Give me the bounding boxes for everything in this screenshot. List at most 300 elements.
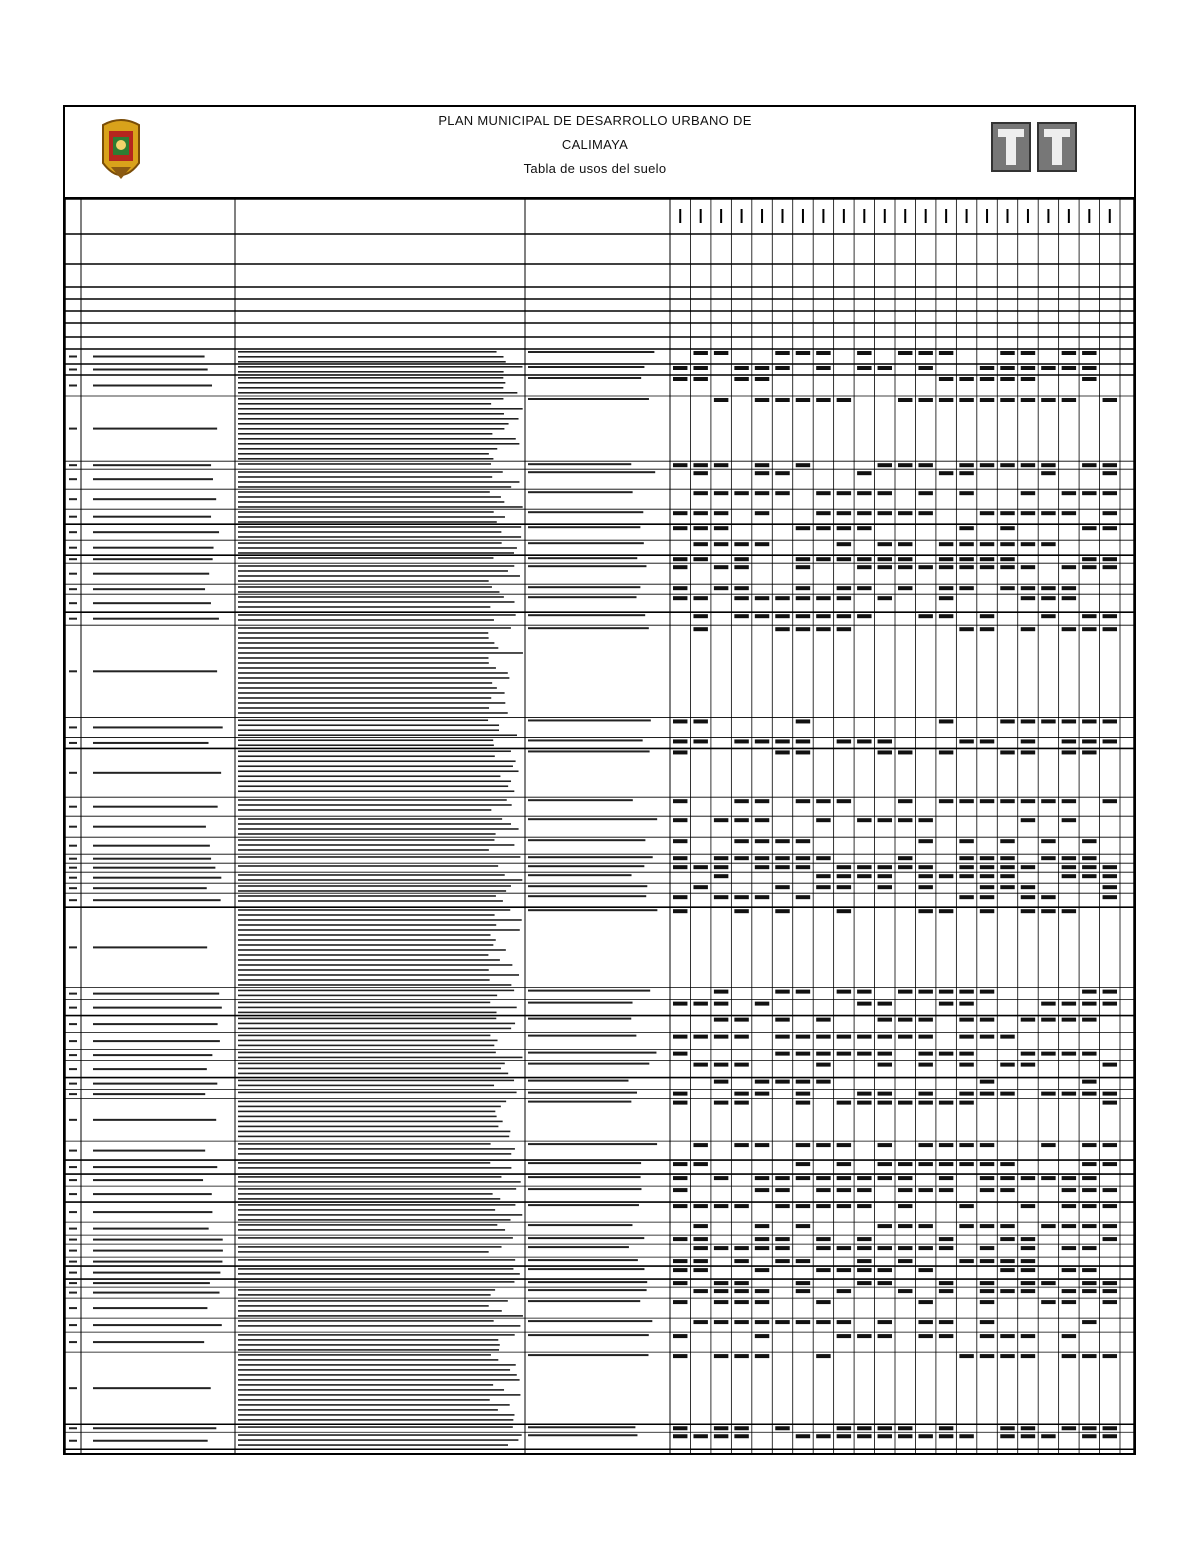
zone-cell-mark bbox=[714, 1018, 728, 1022]
category-text-line bbox=[93, 899, 221, 901]
zone-cell-mark bbox=[939, 1281, 953, 1285]
zone-cell-mark bbox=[857, 1052, 871, 1056]
description-text-line bbox=[238, 974, 519, 976]
description-text-line bbox=[238, 924, 496, 926]
zone-cell-mark bbox=[775, 1246, 789, 1250]
zone-cell-mark bbox=[1062, 1289, 1076, 1293]
zone-cell-mark bbox=[693, 471, 707, 475]
zone-cell-mark bbox=[1062, 1204, 1076, 1208]
description-text-line bbox=[238, 398, 503, 400]
zone-cell-mark bbox=[734, 1354, 748, 1358]
zone-cell-mark bbox=[959, 1035, 973, 1039]
zone-cell-mark bbox=[1062, 1176, 1076, 1180]
description-text-line bbox=[238, 1310, 502, 1312]
description-text-line bbox=[238, 1246, 502, 1248]
zone-cell-mark bbox=[898, 990, 912, 994]
zone-cell-mark bbox=[816, 799, 830, 803]
intensity-text-line bbox=[528, 1300, 640, 1302]
zone-cell-mark bbox=[980, 1080, 994, 1084]
zone-cell-mark bbox=[857, 1092, 871, 1096]
description-text-line bbox=[238, 1148, 515, 1150]
zone-cell-mark bbox=[1000, 542, 1014, 546]
description-text-line bbox=[238, 601, 514, 603]
zone-cell-mark bbox=[714, 1300, 728, 1304]
zone-cell-mark bbox=[1062, 596, 1076, 600]
zone-cell-mark bbox=[796, 557, 810, 561]
zone-cell-mark bbox=[755, 739, 769, 743]
description-text-line bbox=[238, 1384, 493, 1386]
description-text-line bbox=[238, 1063, 505, 1065]
description-text-line bbox=[238, 760, 516, 762]
zone-cell-mark bbox=[796, 614, 810, 618]
description-text-line bbox=[238, 632, 488, 634]
zone-cell-mark bbox=[755, 511, 769, 515]
description-text-line bbox=[238, 511, 494, 513]
zone-cell-mark bbox=[939, 874, 953, 878]
zone-cell-mark bbox=[1082, 1268, 1096, 1272]
zone-cell-mark bbox=[775, 471, 789, 475]
description-text-line bbox=[238, 570, 508, 572]
zone-cell-mark bbox=[1103, 398, 1117, 402]
description-text-line bbox=[238, 382, 505, 384]
description-text-line bbox=[238, 642, 494, 644]
category-text-line bbox=[93, 1068, 207, 1070]
zone-cell-mark bbox=[693, 1259, 707, 1263]
description-text-line bbox=[238, 719, 488, 721]
description-text-line bbox=[238, 637, 489, 639]
zone-cell-mark bbox=[980, 799, 994, 803]
zone-header-mark bbox=[1068, 209, 1070, 223]
zone-cell-mark bbox=[837, 1162, 851, 1166]
zone-cell-mark bbox=[1103, 491, 1117, 495]
zone-cell-mark bbox=[878, 818, 892, 822]
zone-cell-mark bbox=[878, 1143, 892, 1147]
description-text-line bbox=[238, 818, 502, 820]
zone-cell-mark bbox=[816, 1434, 830, 1438]
zone-cell-mark bbox=[734, 1281, 748, 1285]
zone-cell-mark bbox=[837, 526, 851, 530]
zone-cell-mark bbox=[1041, 511, 1055, 515]
zone-cell-mark bbox=[918, 614, 932, 618]
intensity-text-line bbox=[528, 1237, 644, 1239]
row-number-mark bbox=[69, 1324, 77, 1326]
zone-cell-mark bbox=[898, 1018, 912, 1022]
zone-cell-mark bbox=[673, 1426, 687, 1430]
zone-cell-mark bbox=[1082, 1246, 1096, 1250]
intensity-text-line bbox=[528, 885, 647, 887]
zone-cell-mark bbox=[918, 1092, 932, 1096]
description-text-line bbox=[238, 697, 491, 699]
zone-cell-mark bbox=[1082, 463, 1096, 467]
zone-cell-mark bbox=[1103, 1426, 1117, 1430]
description-text-line bbox=[238, 1369, 510, 1371]
intensity-text-line bbox=[528, 491, 633, 493]
intensity-text-line bbox=[528, 865, 644, 867]
description-text-line bbox=[238, 1121, 503, 1123]
zone-cell-mark bbox=[980, 1035, 994, 1039]
row-number-mark bbox=[69, 573, 77, 575]
zone-header-mark bbox=[761, 209, 763, 223]
category-text-line bbox=[93, 356, 205, 358]
zone-cell-mark bbox=[714, 463, 728, 467]
zone-cell-mark bbox=[1062, 1426, 1076, 1430]
description-text-line bbox=[238, 531, 501, 533]
zone-cell-mark bbox=[1000, 1237, 1014, 1241]
zone-cell-mark bbox=[837, 1426, 851, 1430]
zone-cell-mark bbox=[755, 542, 769, 546]
description-text-line bbox=[238, 692, 505, 694]
row-number-mark bbox=[69, 1093, 77, 1095]
description-text-line bbox=[238, 481, 519, 483]
category-text-line bbox=[93, 845, 210, 847]
zone-cell-mark bbox=[837, 1246, 851, 1250]
zone-cell-mark bbox=[714, 542, 728, 546]
row-number-mark bbox=[69, 1040, 77, 1042]
category-text-line bbox=[93, 772, 221, 774]
zone-cell-mark bbox=[837, 614, 851, 618]
zone-cell-mark bbox=[918, 1246, 932, 1250]
zone-cell-mark bbox=[1000, 1176, 1014, 1180]
intensity-text-line bbox=[528, 874, 632, 876]
zone-cell-mark bbox=[693, 596, 707, 600]
zone-cell-mark bbox=[959, 865, 973, 869]
zone-cell-mark bbox=[857, 351, 871, 355]
zone-cell-mark bbox=[1062, 1188, 1076, 1192]
description-text-line bbox=[238, 1273, 520, 1275]
zone-cell-mark bbox=[673, 511, 687, 515]
zone-cell-mark bbox=[1041, 1002, 1055, 1006]
zone-cell-mark bbox=[959, 1101, 973, 1105]
zone-cell-mark bbox=[796, 1080, 810, 1084]
description-text-line bbox=[238, 575, 520, 577]
zone-cell-mark bbox=[980, 511, 994, 515]
zone-cell-mark bbox=[775, 351, 789, 355]
zone-cell-mark bbox=[796, 463, 810, 467]
zone-cell-mark bbox=[980, 1289, 994, 1293]
zone-cell-mark bbox=[775, 1204, 789, 1208]
zone-cell-mark bbox=[755, 1334, 769, 1338]
zone-cell-mark bbox=[939, 557, 953, 561]
zone-cell-mark bbox=[734, 366, 748, 370]
zone-cell-mark bbox=[714, 1002, 728, 1006]
zone-cell-mark bbox=[796, 990, 810, 994]
zone-cell-mark bbox=[734, 1018, 748, 1022]
zone-cell-mark bbox=[714, 1426, 728, 1430]
coat-of-arms-icon bbox=[99, 115, 143, 187]
zone-cell-mark bbox=[898, 1204, 912, 1208]
zone-cell-mark bbox=[734, 1259, 748, 1263]
zone-cell-mark bbox=[1021, 351, 1035, 355]
row-number-mark bbox=[69, 1119, 77, 1121]
zone-cell-mark bbox=[1103, 614, 1117, 618]
row-number-mark bbox=[69, 464, 77, 466]
zone-cell-mark bbox=[1041, 614, 1055, 618]
zone-cell-mark bbox=[1000, 557, 1014, 561]
row-number-mark bbox=[69, 478, 77, 480]
zone-cell-mark bbox=[714, 565, 728, 569]
zone-cell-mark bbox=[980, 463, 994, 467]
zone-cell-mark bbox=[796, 1224, 810, 1228]
row-number-mark bbox=[69, 369, 77, 371]
description-text-line bbox=[238, 1126, 498, 1128]
zone-cell-mark bbox=[837, 1334, 851, 1338]
zone-cell-mark bbox=[1103, 1434, 1117, 1438]
row-number-mark bbox=[69, 558, 77, 560]
zone-cell-mark bbox=[1041, 366, 1055, 370]
zone-cell-mark bbox=[959, 874, 973, 878]
row-number-mark bbox=[69, 588, 77, 590]
zone-cell-mark bbox=[1082, 366, 1096, 370]
zone-cell-mark bbox=[980, 1300, 994, 1304]
zone-cell-mark bbox=[1000, 1162, 1014, 1166]
zone-cell-mark bbox=[918, 990, 932, 994]
description-text-line bbox=[238, 1111, 495, 1113]
zone-cell-mark bbox=[959, 839, 973, 843]
zone-cell-mark bbox=[939, 398, 953, 402]
intensity-text-line bbox=[528, 1281, 647, 1283]
zone-cell-mark bbox=[959, 799, 973, 803]
zone-header-mark bbox=[884, 209, 886, 223]
zone-cell-mark bbox=[796, 596, 810, 600]
row-number-mark bbox=[69, 1307, 77, 1309]
zone-cell-mark bbox=[837, 1035, 851, 1039]
zone-cell-mark bbox=[857, 491, 871, 495]
description-text-line bbox=[238, 979, 490, 981]
intensity-text-line bbox=[528, 1259, 638, 1261]
description-text-line bbox=[238, 1399, 490, 1401]
zone-cell-mark bbox=[878, 1035, 892, 1039]
zone-cell-mark bbox=[673, 1052, 687, 1056]
zone-cell-mark bbox=[755, 1268, 769, 1272]
zone-cell-mark bbox=[796, 1320, 810, 1324]
zone-header-mark bbox=[843, 209, 845, 223]
zone-cell-mark bbox=[980, 565, 994, 569]
category-text-line bbox=[93, 1083, 217, 1085]
zone-cell-mark bbox=[898, 511, 912, 515]
zone-cell-mark bbox=[775, 1237, 789, 1241]
intensity-text-line bbox=[528, 1434, 637, 1436]
zone-cell-mark bbox=[898, 542, 912, 546]
description-text-line bbox=[238, 804, 512, 806]
zone-cell-mark bbox=[755, 1246, 769, 1250]
zone-cell-mark bbox=[837, 1176, 851, 1180]
row-number-mark bbox=[69, 1211, 77, 1213]
intensity-text-line bbox=[528, 1002, 633, 1004]
zone-cell-mark bbox=[918, 874, 932, 878]
category-text-line bbox=[93, 858, 211, 860]
document-sheet bbox=[63, 105, 1136, 1455]
row-number-mark bbox=[69, 498, 77, 500]
zone-cell-mark bbox=[1103, 1143, 1117, 1147]
zone-cell-mark bbox=[959, 463, 973, 467]
description-text-line bbox=[238, 1116, 497, 1118]
zone-cell-mark bbox=[673, 1237, 687, 1241]
description-text-line bbox=[238, 677, 509, 679]
zone-cell-mark bbox=[857, 739, 871, 743]
zone-cell-mark bbox=[1000, 565, 1014, 569]
zone-cell-mark bbox=[1062, 366, 1076, 370]
zone-cell-mark bbox=[1021, 1426, 1035, 1430]
zone-cell-mark bbox=[939, 799, 953, 803]
zone-cell-mark bbox=[796, 586, 810, 590]
zone-cell-mark bbox=[1062, 818, 1076, 822]
zone-cell-mark bbox=[918, 366, 932, 370]
zone-cell-mark bbox=[775, 750, 789, 754]
zone-cell-mark bbox=[714, 1101, 728, 1105]
category-text-line bbox=[93, 558, 213, 560]
zone-cell-mark bbox=[714, 1063, 728, 1067]
zone-cell-mark bbox=[796, 839, 810, 843]
zone-cell-mark bbox=[837, 1052, 851, 1056]
intensity-text-line bbox=[528, 377, 641, 379]
zone-cell-mark bbox=[816, 398, 830, 402]
intensity-text-line bbox=[528, 719, 651, 721]
zone-cell-mark bbox=[673, 1188, 687, 1192]
description-text-line bbox=[238, 547, 517, 549]
zone-cell-mark bbox=[939, 1101, 953, 1105]
intensity-text-line bbox=[528, 557, 637, 559]
zone-cell-mark bbox=[918, 865, 932, 869]
zone-cell-mark bbox=[898, 398, 912, 402]
zone-header-mark bbox=[1088, 209, 1090, 223]
zone-cell-mark bbox=[714, 990, 728, 994]
zone-cell-mark bbox=[734, 1035, 748, 1039]
zone-cell-mark bbox=[898, 1246, 912, 1250]
row-number-mark bbox=[69, 845, 77, 847]
zone-cell-mark bbox=[755, 895, 769, 899]
zone-cell-mark bbox=[816, 885, 830, 889]
intensity-text-line bbox=[528, 351, 654, 353]
zone-cell-mark bbox=[693, 463, 707, 467]
category-text-line bbox=[93, 618, 219, 620]
description-text-line bbox=[238, 724, 499, 726]
zone-cell-mark bbox=[1000, 351, 1014, 355]
zone-cell-mark bbox=[755, 1176, 769, 1180]
zone-cell-mark bbox=[878, 1246, 892, 1250]
zone-cell-mark bbox=[1103, 1300, 1117, 1304]
zone-cell-mark bbox=[1000, 1268, 1014, 1272]
zone-cell-mark bbox=[1021, 1246, 1035, 1250]
zone-cell-mark bbox=[796, 1035, 810, 1039]
zone-cell-mark bbox=[857, 1281, 871, 1285]
zone-cell-mark bbox=[939, 471, 953, 475]
description-text-line bbox=[238, 949, 506, 951]
zone-cell-mark bbox=[796, 799, 810, 803]
zone-cell-mark bbox=[734, 542, 748, 546]
description-text-line bbox=[238, 1018, 496, 1020]
description-text-line bbox=[238, 428, 504, 430]
zone-cell-mark bbox=[857, 526, 871, 530]
description-text-line bbox=[238, 1023, 515, 1025]
zone-cell-mark bbox=[1041, 909, 1055, 913]
zone-header-mark bbox=[925, 209, 927, 223]
zone-cell-mark bbox=[1082, 874, 1096, 878]
zone-cell-mark bbox=[980, 1092, 994, 1096]
zone-cell-mark bbox=[775, 865, 789, 869]
zone-cell-mark bbox=[898, 557, 912, 561]
intensity-text-line bbox=[528, 895, 646, 897]
category-text-line bbox=[93, 993, 219, 995]
zone-cell-mark bbox=[1082, 351, 1096, 355]
zone-cell-mark bbox=[775, 1018, 789, 1022]
zone-cell-mark bbox=[918, 463, 932, 467]
zone-cell-mark bbox=[1062, 865, 1076, 869]
description-text-line bbox=[238, 1320, 494, 1322]
zone-cell-mark bbox=[1021, 865, 1035, 869]
zone-cell-mark bbox=[693, 1162, 707, 1166]
zone-cell-mark bbox=[673, 750, 687, 754]
zone-cell-mark bbox=[959, 1354, 973, 1358]
zone-cell-mark bbox=[673, 1259, 687, 1263]
zone-cell-mark bbox=[980, 1320, 994, 1324]
zone-cell-mark bbox=[878, 739, 892, 743]
zone-cell-mark bbox=[980, 1281, 994, 1285]
zone-cell-mark bbox=[673, 1002, 687, 1006]
zone-cell-mark bbox=[980, 1224, 994, 1228]
zone-cell-mark bbox=[1062, 586, 1076, 590]
description-text-line bbox=[238, 865, 498, 867]
zone-cell-mark bbox=[1062, 627, 1076, 631]
category-text-line bbox=[93, 1239, 223, 1241]
zone-cell-mark bbox=[1000, 839, 1014, 843]
zone-cell-mark bbox=[755, 491, 769, 495]
zone-cell-mark bbox=[673, 1204, 687, 1208]
zone-cell-mark bbox=[1000, 1188, 1014, 1192]
row-number-mark bbox=[69, 1228, 77, 1230]
zone-cell-mark bbox=[1082, 1204, 1096, 1208]
row-number-mark bbox=[69, 858, 77, 860]
zone-cell-mark bbox=[755, 1092, 769, 1096]
zone-cell-mark bbox=[980, 874, 994, 878]
description-text-line bbox=[238, 1359, 498, 1361]
zone-cell-mark bbox=[1021, 818, 1035, 822]
zone-cell-mark bbox=[1021, 463, 1035, 467]
zone-cell-mark bbox=[857, 818, 871, 822]
category-text-line bbox=[93, 1040, 220, 1042]
zone-cell-mark bbox=[1021, 1052, 1035, 1056]
description-text-line bbox=[238, 1404, 510, 1406]
zone-cell-mark bbox=[1021, 750, 1035, 754]
zone-cell-mark bbox=[857, 1176, 871, 1180]
zone-cell-mark bbox=[959, 586, 973, 590]
zone-cell-mark bbox=[878, 1281, 892, 1285]
description-text-line bbox=[238, 1229, 505, 1231]
description-text-line bbox=[238, 387, 503, 389]
zone-cell-mark bbox=[1062, 1052, 1076, 1056]
zone-cell-mark bbox=[775, 1080, 789, 1084]
zone-cell-mark bbox=[816, 627, 830, 631]
row-number-mark bbox=[69, 428, 77, 430]
intensity-text-line bbox=[528, 614, 645, 616]
zone-cell-mark bbox=[796, 895, 810, 899]
zone-cell-mark bbox=[673, 596, 687, 600]
intensity-text-line bbox=[528, 1052, 656, 1054]
description-text-line bbox=[238, 1389, 504, 1391]
zone-cell-mark bbox=[796, 1204, 810, 1208]
zone-cell-mark bbox=[693, 1143, 707, 1147]
description-text-line bbox=[238, 1045, 494, 1047]
description-text-line bbox=[238, 1143, 491, 1145]
zone-cell-mark bbox=[1103, 1101, 1117, 1105]
zone-cell-mark bbox=[1000, 1035, 1014, 1039]
zone-cell-mark bbox=[734, 1426, 748, 1430]
description-text-line bbox=[238, 1414, 514, 1416]
zone-cell-mark bbox=[1103, 1063, 1117, 1067]
zone-cell-mark bbox=[1082, 1002, 1096, 1006]
zone-cell-mark bbox=[816, 1246, 830, 1250]
zone-cell-mark bbox=[1062, 799, 1076, 803]
description-text-line bbox=[238, 755, 495, 757]
